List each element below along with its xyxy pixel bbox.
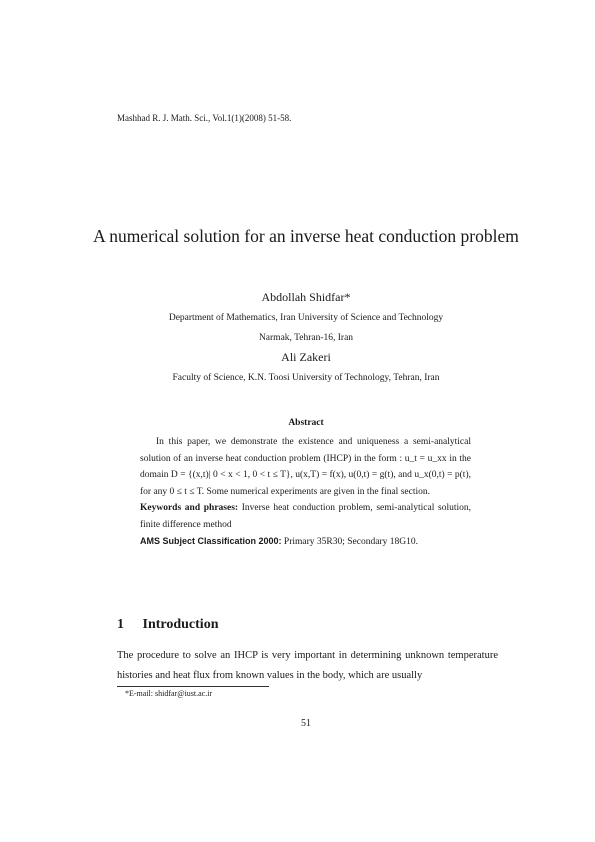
author-address-1: Narmak, Tehran-16, Iran — [258, 333, 354, 343]
author-name-2: Ali Zakeri — [281, 350, 331, 364]
author-name-1: Abdollah Shidfar* — [261, 290, 351, 304]
paper-title: A numerical solution for an inverse heat conduction problem — [93, 226, 519, 246]
footnote-rule — [117, 686, 269, 687]
intro-paragraph: The procedure to solve an IHCP is very important in determining unknown temperature histories and heat flux from known values in the body, which are usually — [117, 650, 498, 681]
author-affiliation-2: Faculty of Science, K.N. Toosi University of Technology, Tehran, Iran — [172, 373, 440, 383]
keywords-text: Inverse heat conduction problem, semi-analytical solution, finite difference method — [140, 503, 472, 530]
page-number: 51 — [301, 718, 311, 729]
section-title: Introduction — [142, 617, 219, 632]
footnote-email: *E-mail: shidfar@iust.ac.ir — [125, 689, 213, 698]
author-affiliation-1: Department of Mathematics, Iran University of Science and Technology — [168, 313, 444, 323]
ams-line — [140, 533, 471, 551]
section-heading — [117, 617, 218, 633]
keywords-line — [140, 500, 471, 533]
ams-text: Primary 35R30; Secondary 18G10. — [283, 537, 418, 547]
abstract-block — [140, 434, 471, 551]
abstract-heading: Abstract — [288, 418, 324, 428]
abstract-body: In this paper, we demonstrate the existence and uniqueness a semi-analytical solution of an inverse heat conduction problem (IHCP) in the form : u_t = u_xx in the domain D = {(x,t)| 0 < x < 1, 0 < t ≤ T}, u(x,T) = f(x), u(0,t) = g(t), and u_x(0,t) = p(t), for any 0 ≤ t ≤ T. Some numerical experiments are given in the final section. — [140, 437, 471, 497]
section-number: 1 — [117, 617, 124, 632]
keywords-label: Keywords and phrases: — [140, 503, 239, 513]
journal-citation: Mashhad R. J. Math. Sci., Vol.1(1)(2008) 51-58. — [117, 113, 292, 123]
ams-label: AMS Subject Classification 2000: — [140, 536, 282, 546]
